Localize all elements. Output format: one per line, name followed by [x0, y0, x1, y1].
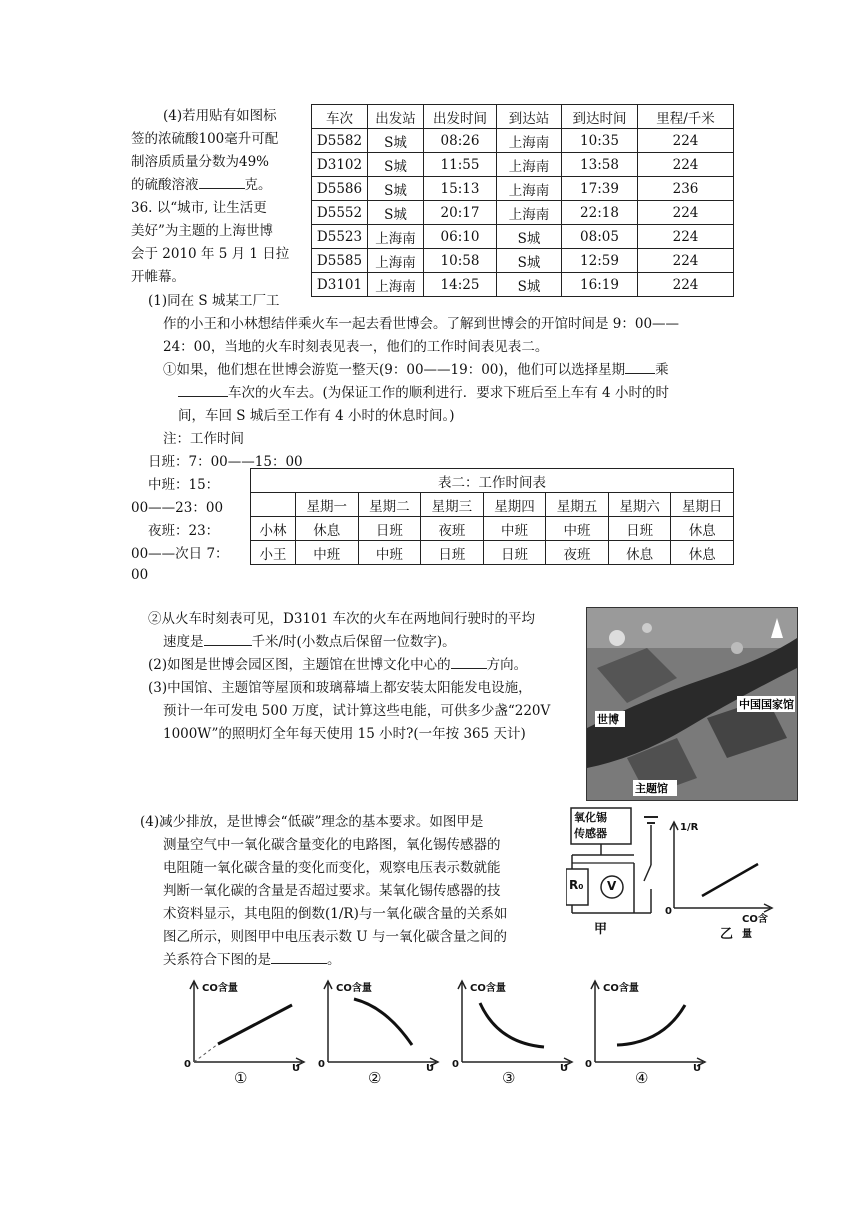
- option-3-origin: 0: [452, 1059, 459, 1070]
- table-cell: 小林: [251, 517, 296, 541]
- option-3-label: ③: [502, 1069, 516, 1087]
- sensor-label-line1: 氧化锡: [574, 811, 607, 824]
- table-header: 星期一: [296, 493, 359, 517]
- table-cell: 16:19: [562, 273, 638, 297]
- answer-blank[interactable]: [178, 384, 228, 397]
- q4-left-text: 的硫酸溶液: [131, 177, 199, 193]
- table-cell: S城: [497, 225, 562, 249]
- table-cell: 15:13: [424, 177, 497, 201]
- q4-line2: 测量空气中一氧化碳含量变化的电路图，氧化锡传感器的: [163, 837, 501, 853]
- map-label-expo: 世博: [597, 713, 619, 726]
- table-row: [312, 225, 734, 249]
- table-header: 星期五: [546, 493, 609, 517]
- train-timetable: [311, 104, 734, 297]
- table-cell: 夜班: [421, 517, 484, 541]
- q3-line1: (3)中国馆、主题馆等屋顶和玻璃幕墙上都安装太阳能发电设施，: [148, 680, 532, 696]
- table-cell: 上海南: [497, 129, 562, 153]
- graph-yi-line: [702, 864, 758, 896]
- q36-line2: 美好”为主题的上海世博: [131, 223, 273, 239]
- table-title: 表二：工作时间表: [251, 469, 734, 493]
- night-shift-c: 00: [131, 567, 149, 583]
- graph-yi-ylabel: 1/R: [680, 822, 699, 833]
- q2-line: [148, 656, 527, 674]
- table-cell: 休息: [671, 517, 734, 541]
- answer-blank[interactable]: [199, 176, 245, 189]
- graph-yi: [662, 818, 774, 942]
- table-cell: 11:55: [424, 153, 497, 177]
- table-cell: 中班: [296, 541, 359, 565]
- q1-line2: 作的小王和小林想结伴乘火车一起去看世博会。了解到世博会的开馆时间是 9：00——: [163, 316, 680, 332]
- table-header: 里程/千米: [638, 105, 734, 129]
- table-cell: D5552: [312, 201, 368, 225]
- day-shift: 日班：7：00——15：00: [148, 454, 303, 470]
- q1-sub1-line1: [163, 361, 669, 379]
- table-cell: 224: [638, 225, 734, 249]
- table-cell: 上海南: [368, 273, 424, 297]
- option-graph-1[interactable]: [182, 975, 307, 1090]
- option-4-ylabel: CO含量: [603, 983, 639, 994]
- q3-line3: 1000W”的照明灯全年每天使用 15 小时?(一年按 365 天计): [163, 726, 526, 742]
- option-2-curve: [354, 999, 412, 1045]
- graph-yi-xlabel: CO含量: [742, 914, 768, 940]
- q4-line7: [163, 951, 341, 969]
- table-cell: 休息: [608, 541, 671, 565]
- table-cell: S城: [368, 177, 424, 201]
- q1-note: 注：工作时间: [163, 431, 244, 447]
- option-graph-3[interactable]: [450, 975, 575, 1090]
- option-2-xlabel: U: [426, 1063, 435, 1074]
- table-cell: 17:39: [562, 177, 638, 201]
- option-graph-4[interactable]: [583, 975, 708, 1090]
- caption-yi: 乙: [720, 927, 734, 942]
- table-header-row: [312, 105, 734, 129]
- answer-blank[interactable]: [625, 361, 655, 374]
- table-header: 出发时间: [424, 105, 497, 129]
- table-header-row: [251, 493, 734, 517]
- option-2-origin: 0: [318, 1059, 325, 1070]
- sensor-label-line2: 传感器: [574, 827, 607, 840]
- q4-left-unit: 克。: [244, 177, 272, 193]
- option-4-curve: [617, 1005, 685, 1045]
- q36-line1: 36. 以“城市, 让生活更: [131, 200, 267, 216]
- table-cell: S城: [368, 153, 424, 177]
- table-title-row: [251, 469, 734, 493]
- option-1-label: ①: [234, 1069, 248, 1087]
- option-1-origin: 0: [184, 1059, 191, 1070]
- table-cell: D5582: [312, 129, 368, 153]
- q3-line2: 预计一年可发电 500 万度，试计算这些电能，可供多少盏“220V: [163, 703, 551, 719]
- table-cell: S城: [368, 129, 424, 153]
- q4-line4: 判断一氧化碳的含量是否超过要求。某氧化锡传感器的技: [163, 883, 501, 899]
- q4-text-end: 。: [327, 952, 341, 968]
- table-cell: 中班: [483, 517, 546, 541]
- q1-sub2-line2: [163, 633, 456, 651]
- mid-shift-a: 中班：15：: [148, 477, 220, 493]
- table-row: [312, 129, 734, 153]
- table-cell: 224: [638, 249, 734, 273]
- table-header: 星期二: [358, 493, 421, 517]
- option-4-origin: 0: [585, 1059, 592, 1070]
- table-cell: 上海南: [368, 225, 424, 249]
- table-cell: 224: [638, 153, 734, 177]
- option-1-ylabel: CO含量: [202, 983, 238, 994]
- table-row: [312, 249, 734, 273]
- voltmeter-label: V: [607, 879, 617, 893]
- q1-sub1-text-c: 车次的火车去。(为保证工作的顺利进行．要求下班后至上车有 4 小时的时: [228, 385, 669, 401]
- night-shift-a: 夜班：23：: [148, 523, 220, 539]
- q1-line3: 24：00，当地的火车时刻表见表一，他们的工作时间表见表二。: [163, 339, 549, 355]
- table-cell: 12:59: [562, 249, 638, 273]
- option-1-xlabel: U: [292, 1063, 301, 1074]
- option-graph-1-axes: [182, 975, 307, 1070]
- table-cell: 13:58: [562, 153, 638, 177]
- table-header: 星期三: [421, 493, 484, 517]
- answer-blank[interactable]: [271, 951, 327, 964]
- table-cell: 224: [638, 129, 734, 153]
- q1-sub2-text: 速度是: [163, 634, 204, 650]
- resistor-r0-label: R₀: [569, 878, 584, 892]
- option-3-xlabel: U: [560, 1063, 569, 1074]
- table-cell: 上海南: [497, 177, 562, 201]
- q4-line6: 图乙所示，则图甲中电压表示数 U 与一氧化碳含量之间的: [163, 929, 507, 945]
- q1-sub2-unit: 千米/时(小数点后保留一位数字)。: [251, 634, 456, 650]
- expo-park-map: [586, 607, 798, 801]
- table-cell: 休息: [671, 541, 734, 565]
- table-cell: 14:25: [424, 273, 497, 297]
- table-cell: 06:10: [424, 225, 497, 249]
- table-cell: 236: [638, 177, 734, 201]
- table-cell: 日班: [358, 517, 421, 541]
- option-1-curve: [218, 1005, 292, 1044]
- q1-sub1-text-b: 乘: [655, 362, 669, 378]
- table-header: 到达站: [497, 105, 562, 129]
- table-header: 星期日: [671, 493, 734, 517]
- table-row: [312, 153, 734, 177]
- option-graph-2-axes: [316, 975, 441, 1070]
- table-cell: 22:18: [562, 201, 638, 225]
- q4-line1: (4)减少排放，是世博会“低碳”理念的基本要求。如图甲是: [140, 814, 484, 830]
- table-cell: 224: [638, 201, 734, 225]
- q4-text: 关系符合下图的是: [163, 952, 271, 968]
- option-4-label: ④: [635, 1069, 649, 1087]
- table-header: [251, 493, 296, 517]
- table-cell: 中班: [358, 541, 421, 565]
- table-cell: S城: [368, 201, 424, 225]
- table-cell: 224: [638, 273, 734, 297]
- q4-left-line3: 制溶质质量分数为49%: [131, 154, 270, 170]
- option-2-ylabel: CO含量: [336, 983, 372, 994]
- option-graph-3-axes: [450, 975, 575, 1070]
- q1-line1: (1)同在 S 城某工厂工: [148, 293, 280, 309]
- work-timetable: [250, 468, 734, 565]
- table-row: [312, 177, 734, 201]
- table-cell: 上海南: [497, 153, 562, 177]
- q4-line3: 电阻随一氧化碳含量的变化而变化，观察电压表示数就能: [163, 860, 501, 876]
- table-header: 到达时间: [562, 105, 638, 129]
- q1-sub1-text: ①如果，他们想在世博会游览一整天(9：00——19：00)，他们可以选择星期: [163, 362, 626, 378]
- table-cell: 休息: [296, 517, 359, 541]
- q2-text-b: 方向。: [486, 657, 528, 673]
- table-row: [251, 517, 734, 541]
- night-shift-b: 00——次日 7：: [131, 546, 229, 562]
- q1-sub2-line1: ②从火车时刻表可见，D3101 车次的火车在两地间行驶时的平均: [148, 611, 535, 627]
- table-cell: D3102: [312, 153, 368, 177]
- table-header: 星期四: [483, 493, 546, 517]
- table-row: [251, 541, 734, 565]
- q1-sub1-line3: 间，车回 S 城后至工作有 4 小时的休息时间。): [178, 408, 455, 424]
- table-row: [312, 273, 734, 297]
- caption-jia: 甲: [594, 922, 608, 937]
- table-cell: 日班: [608, 517, 671, 541]
- graph-yi-axes: [662, 818, 774, 918]
- table-row: [312, 201, 734, 225]
- map-label-china-pavilion: 中国国家馆: [739, 698, 794, 711]
- option-2-label: ②: [368, 1069, 382, 1087]
- table-cell: 10:35: [562, 129, 638, 153]
- table-cell: 上海南: [497, 201, 562, 225]
- option-graph-2[interactable]: [316, 975, 441, 1090]
- table-header: 出发站: [368, 105, 424, 129]
- table-cell: 20:17: [424, 201, 497, 225]
- table-cell: 08:26: [424, 129, 497, 153]
- table-header: 星期六: [608, 493, 671, 517]
- table-cell: 08:05: [562, 225, 638, 249]
- answer-blank[interactable]: [204, 633, 252, 646]
- table-cell: 小王: [251, 541, 296, 565]
- q4-left-line4: [131, 176, 272, 194]
- graph-yi-origin: 0: [665, 906, 672, 917]
- table-cell: D5586: [312, 177, 368, 201]
- answer-blank[interactable]: [451, 656, 487, 669]
- table-cell: S城: [497, 249, 562, 273]
- q2-text: (2)如图是世博会园区图，主题馆在世博文化中心的: [148, 657, 451, 673]
- table-cell: 夜班: [546, 541, 609, 565]
- mid-shift-b: 00——23：00: [131, 500, 224, 516]
- table-header: 车次: [312, 105, 368, 129]
- option-graph-4-axes: [583, 975, 708, 1070]
- table-cell: D3101: [312, 273, 368, 297]
- table-cell: D5523: [312, 225, 368, 249]
- table-cell: 中班: [546, 517, 609, 541]
- map-label-theme-pavilion: 主题馆: [635, 782, 668, 795]
- table-cell: 日班: [483, 541, 546, 565]
- option-3-curve: [480, 1003, 544, 1047]
- q4-left-line1: (4)若用贴有如图标: [163, 108, 277, 124]
- table-cell: 10:58: [424, 249, 497, 273]
- q36-line3: 会于 2010 年 5 月 1 日拉: [131, 246, 290, 262]
- table-cell: S城: [497, 273, 562, 297]
- q4-left-line2: 签的浓硫酸100毫升可配: [131, 131, 279, 147]
- q1-sub1-line2: [178, 384, 669, 402]
- table-cell: 日班: [421, 541, 484, 565]
- option-4-xlabel: U: [693, 1063, 702, 1074]
- table-cell: D5585: [312, 249, 368, 273]
- option-3-ylabel: CO含量: [470, 983, 506, 994]
- q36-line4: 开帷幕。: [131, 269, 185, 285]
- q4-line5: 术资料显示，其电阻的倒数(1/R)与一氧化碳含量的关系如: [163, 906, 508, 922]
- table-cell: 上海南: [368, 249, 424, 273]
- circuit-diagram: [566, 805, 661, 935]
